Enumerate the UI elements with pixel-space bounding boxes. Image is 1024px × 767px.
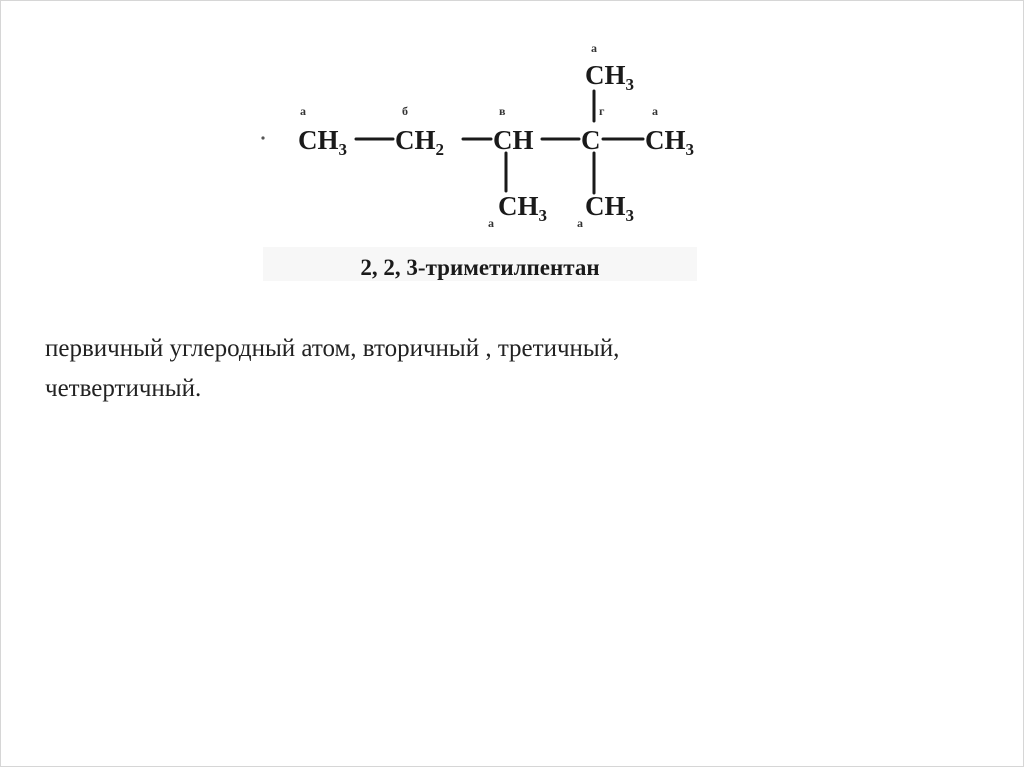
label-methyl-c4: а [577,216,583,230]
body-text-line-1: первичный углеродный атом, вторичный , третичный, [45,335,620,362]
atom-methyl-c3: $CH_3$ [498,191,547,225]
label-c1: а [300,104,306,118]
atom-c2: $CH_2$ [395,125,444,159]
label-c5: а [652,104,658,118]
atom-methyl-c4: $CH_3$ [585,191,634,225]
atom-c4: C [581,125,601,155]
label-methyl-c3: а [488,216,494,230]
stray-dot [261,136,264,139]
label-c3: в [499,104,506,118]
structural-formula [1,1,1024,301]
body-text-line-2: четвертичный. [45,375,202,402]
compound-name: 2, 2, 3-триметилпентан [360,255,600,280]
atom-methyl-top: $CH_3$ [585,60,634,94]
label-methyl-top: а [591,41,597,55]
atom-c5: $CH_3$ [645,125,694,159]
atom-c3: CH [493,125,534,155]
label-c2: б [402,104,408,118]
body-text [45,329,975,409]
atom-c1: $CH_3$ [298,125,347,159]
label-c4: г [599,104,605,118]
